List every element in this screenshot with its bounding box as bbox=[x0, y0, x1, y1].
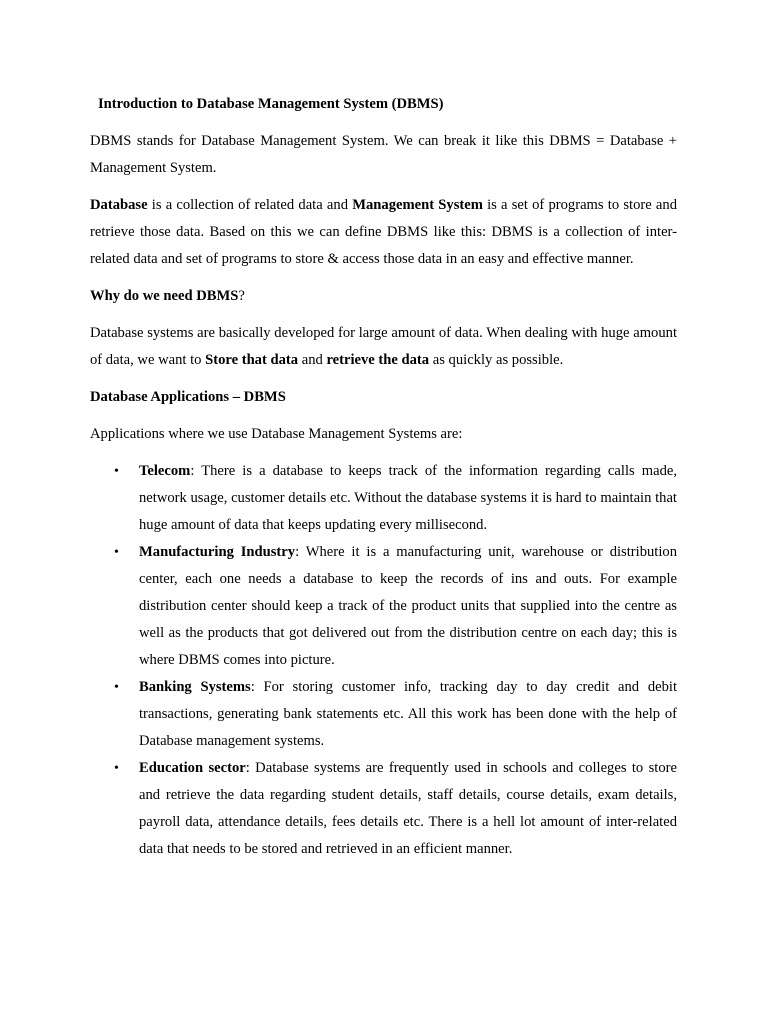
why-heading-text: Why do we need DBMS bbox=[90, 288, 239, 304]
list-item-text: : There is a database to keeps track of the information regarding calls made, network usage, customer details etc. Without the database systems it is hard to maintain that huge amount of data that keeps updating every millisecond. bbox=[139, 463, 677, 533]
list-item-text: : For storing customer info, tracking day to day credit and debit transactions, generating bank statements etc. All this work has been done with the help of Database management systems. bbox=[139, 679, 677, 749]
document-title: Introduction to Database Management System (DBMS) bbox=[98, 96, 444, 112]
list-item-label: Manufacturing Industry bbox=[139, 544, 296, 560]
bullet-icon: • bbox=[114, 761, 119, 776]
list-item-label: Banking Systems bbox=[139, 679, 251, 695]
definition-text-2: is a set of programs to store and retrieve those data. Based on this we can define DBMS like this: DBMS is a collection of inter-related data and set of programs to store & access those data in an easy and effective manner. bbox=[90, 197, 677, 267]
why-heading bbox=[90, 283, 677, 310]
term-management-system: Management System bbox=[352, 197, 483, 213]
why-paragraph bbox=[90, 320, 677, 374]
list-item-label: Education sector bbox=[139, 760, 246, 776]
bullet-icon: • bbox=[114, 464, 119, 479]
document-body bbox=[90, 91, 677, 863]
why-bold-retrieve: retrieve the data bbox=[326, 352, 430, 368]
why-text-1: Database systems are basically developed for large amount of data. When dealing with huge amount of data, we want to bbox=[90, 325, 677, 368]
why-bold-store: Store that data bbox=[205, 352, 299, 368]
applications-lead: Applications where we use Database Management Systems are: bbox=[90, 426, 463, 442]
list-item-telecom bbox=[90, 458, 677, 539]
applications-heading: Database Applications – DBMS bbox=[90, 389, 286, 405]
why-text-2: and bbox=[298, 352, 327, 368]
why-text-3: as quickly as possible. bbox=[429, 352, 564, 368]
list-item-education bbox=[90, 755, 677, 863]
list-item-manufacturing bbox=[90, 539, 677, 674]
list-item-banking bbox=[90, 674, 677, 755]
definition-paragraph bbox=[90, 192, 677, 273]
definition-text-1: is a collection of related data and bbox=[147, 197, 353, 213]
why-heading-suffix: ? bbox=[238, 288, 245, 304]
bullet-icon: • bbox=[114, 545, 119, 560]
applications-list bbox=[90, 458, 677, 863]
list-item-text: : Where it is a manufacturing unit, warehouse or distribution center, each one needs a database to keep the records of ins and outs. For example distribution center should keep a track of the product units that supplied into the centre as well as the products that got delivered out from the distribution centre on each day; this is where DBMS comes into picture. bbox=[139, 544, 677, 668]
list-item-label: Telecom bbox=[139, 463, 191, 479]
bullet-icon: • bbox=[114, 680, 119, 695]
list-item-text: : Database systems are frequently used in schools and colleges to store and retrieve the data regarding student details, staff details, course details, exam details, payroll data, attendance details, fees details etc. There is a hell lot amount of inter-related data that needs to be stored and retrieved in an efficient manner. bbox=[139, 760, 677, 857]
intro-paragraph: DBMS stands for Database Management System. We can break it like this DBMS = Database + Management System. bbox=[90, 133, 677, 176]
term-database: Database bbox=[90, 197, 148, 213]
